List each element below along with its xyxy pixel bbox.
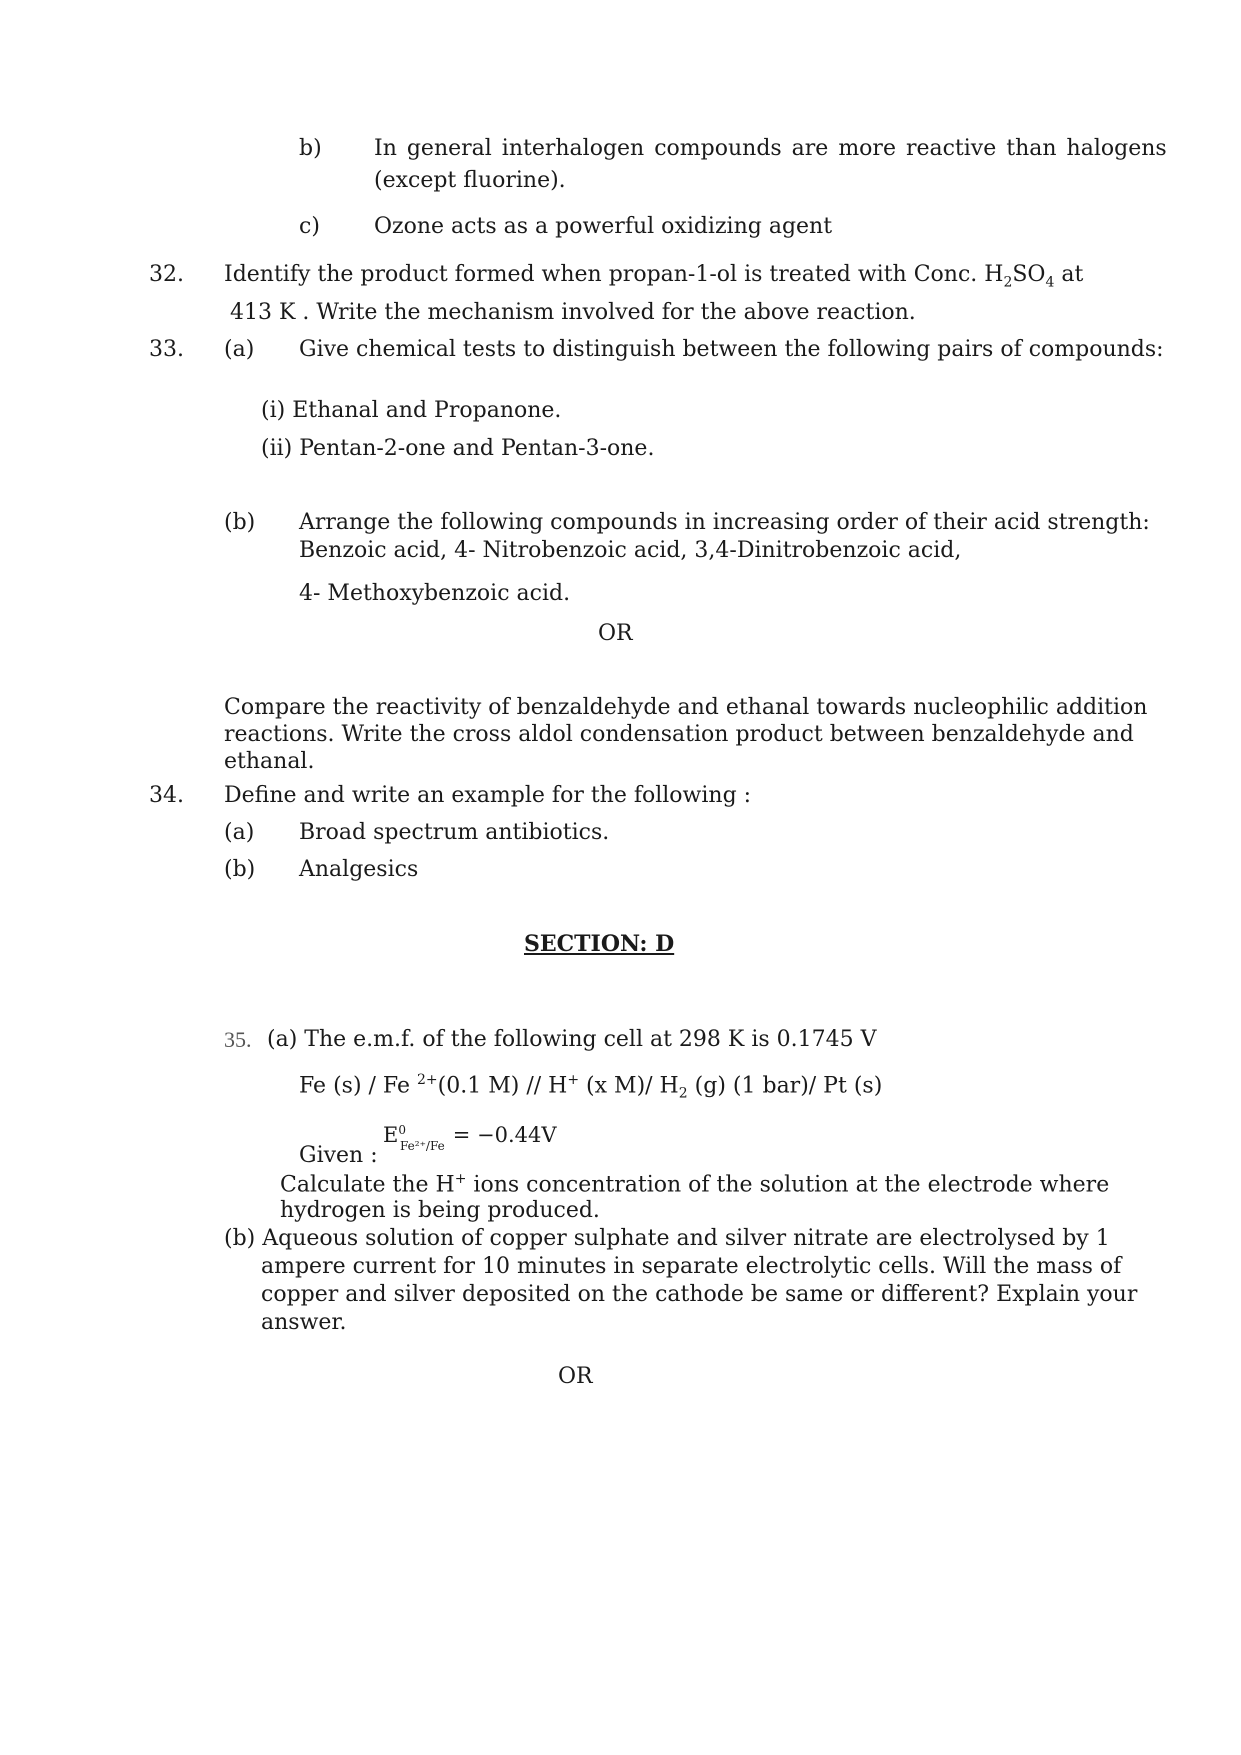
q33-b-text-line2: Benzoic acid, 4- Nitrobenzoic acid, 3,4-Dinitrobenzoic acid, — [299, 538, 962, 563]
section-title: SECTION: D — [524, 931, 675, 957]
q33-a-label: (a) — [224, 337, 255, 362]
q33-number: 33. — [149, 337, 184, 362]
q35-number: 35. — [224, 1027, 252, 1052]
q35-a-text: (a) The e.m.f. of the following cell at 298 K is 0.1745 V — [267, 1027, 877, 1052]
q34-number: 34. — [149, 783, 184, 808]
q33-a-item-ii: (ii) Pentan-2-one and Pentan-3-one. — [261, 436, 655, 461]
q35-b-line3: copper and silver deposited on the cathode be same or different? Explain your — [261, 1282, 1138, 1307]
q33-b-text-line1: Arrange the following compounds in increasing order of their acid strength: — [299, 510, 1150, 535]
q34-b-text: Analgesics — [299, 857, 419, 882]
q33-alt-line2: reactions. Write the cross aldol condensation product between benzaldehyde and — [224, 722, 1134, 747]
q33-b-text-line3: 4- Methoxybenzoic acid. — [299, 581, 571, 606]
q34-text: Define and write an example for the following : — [224, 783, 752, 808]
q35-electrode-potential: $E^0_{Fe^{2+}/Fe} = -0.44V$ — [383, 1123, 557, 1153]
q35-b-line4: answer. — [261, 1310, 347, 1335]
q35-given-label: Given : — [299, 1143, 378, 1168]
q34-b-label: (b) — [224, 857, 256, 882]
q34-a-text: Broad spectrum antibiotics. — [299, 820, 610, 845]
q35-cell-notation: Fe (s) / Fe $^{2+}$(0.1 M) // H+ (x M)/ $H_2$ (g) (1 bar)/ Pt (s) — [299, 1072, 883, 1102]
q31-b-text-line2: (except fluorine). — [374, 168, 566, 193]
q31-c-text: Ozone acts as a powerful oxidizing agent — [374, 214, 833, 239]
q35-calc-line2: hydrogen is being produced. — [280, 1198, 600, 1223]
q32-number: 32. — [149, 262, 184, 287]
q31-b-text-line1: In general interhalogen compounds are more reactive than halogens — [374, 136, 1167, 161]
q31-b-label: b) — [299, 136, 322, 161]
q34-a-label: (a) — [224, 820, 255, 845]
q33-alt-line1: Compare the reactivity of benzaldehyde and ethanal towards nucleophilic addition — [224, 695, 1148, 720]
q33-a-item-i: (i) Ethanal and Propanone. — [261, 398, 562, 423]
q35-b-line2: ampere current for 10 minutes in separate electrolytic cells. Will the mass of — [261, 1254, 1122, 1279]
q33-or-label: OR — [598, 621, 633, 646]
q31-c-label: c) — [299, 214, 320, 239]
q33-alt-line3: ethanal. — [224, 749, 315, 774]
q32-text-line2: 413 K . Write the mechanism involved for the above reaction. — [230, 300, 916, 325]
q35-or-label: OR — [558, 1364, 593, 1389]
q32-text-line1: Identify the product formed when propan-1-ol is treated with Conc. $H_2SO_4$ at — [224, 262, 1084, 291]
q35-calc-line1: Calculate the H+ ions concentration of the solution at the electrode where — [280, 1171, 1110, 1198]
q33-a-text: Give chemical tests to distinguish between the following pairs of compounds: — [299, 337, 1164, 362]
q33-b-label: (b) — [224, 510, 256, 535]
q35-b-line1: (b) Aqueous solution of copper sulphate and silver nitrate are electrolysed by 1 — [224, 1226, 1110, 1251]
